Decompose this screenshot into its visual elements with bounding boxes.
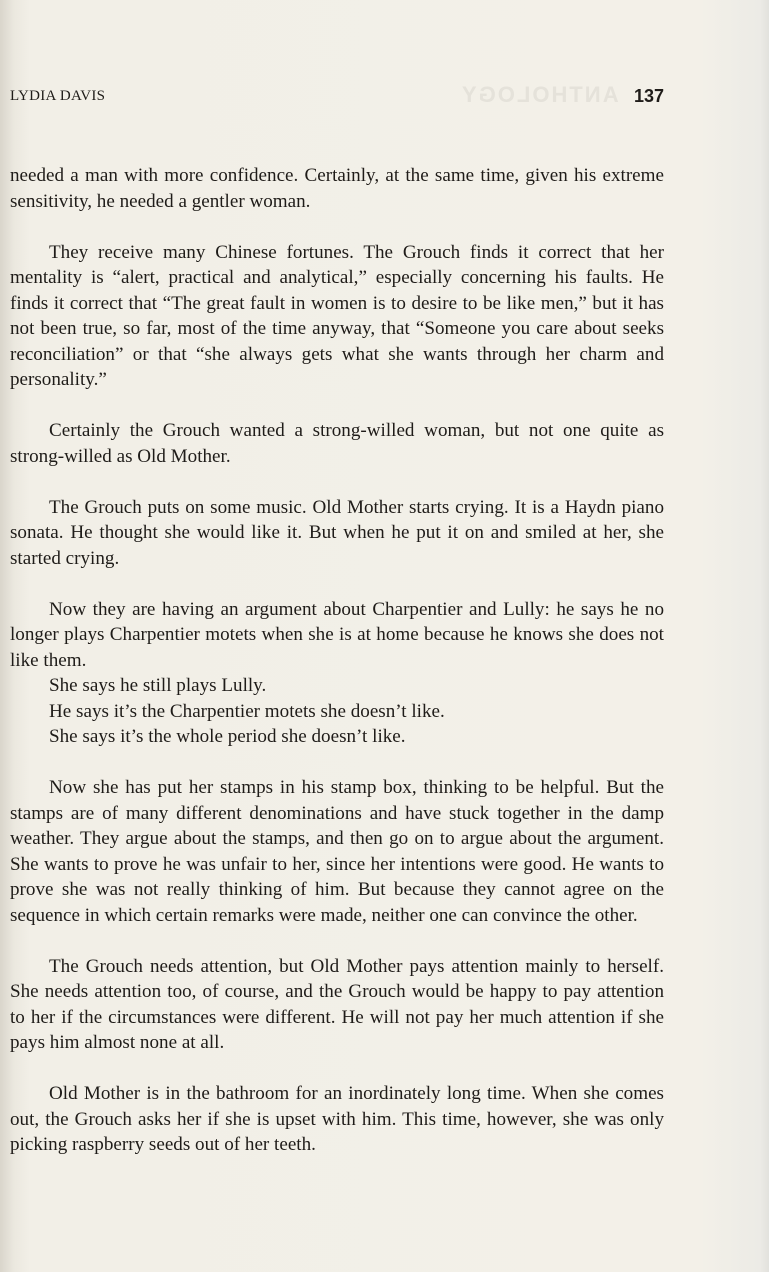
paragraph: The Grouch puts on some music. Old Mother starts crying. It is a Haydn piano sonata. He thought she would like it. But when he put it on and smiled at her, she started crying.: [10, 496, 664, 569]
body-text: [10, 163, 664, 1183]
paragraph: They receive many Chinese fortunes. The Grouch finds it correct that her mentality is “alert, practical and analytical,” especially concerning his faults. He finds it correct that “The great fault in women is to desire to be like men,” but it has not been true, so far, most of the time anyway, that “Someone you care about seeks reconciliation” or that “she always gets what she wants through her charm and personality.”: [10, 241, 664, 390]
paragraph: Now they are having an argument about Charpentier and Lully: he says he no longer plays Charpentier motets when she is at home because he knows she does not like them.: [10, 598, 664, 671]
running-head: LYDIA DAVIS: [10, 88, 106, 104]
paragraph: The Grouch needs attention, but Old Mother pays attention mainly to herself. She needs attention too, of course, and the Grouch would be happy to pay attention to her if the circumstances were different. He will not pay her much attention if she pays him almost none at all.: [10, 955, 664, 1053]
show-through-text: ANTHOLOGY: [460, 82, 619, 107]
page-number: 137: [633, 86, 664, 106]
paragraph: needed a man with more confidence. Certainly, at the same time, given his extreme sensitivity, he needed a gentler woman.: [10, 165, 664, 212]
paragraph: Certainly the Grouch wanted a strong-willed woman, but not one quite as strong-willed as Old Mother.: [10, 420, 664, 467]
page-header: [10, 88, 664, 110]
paragraph: She says it’s the whole period she doesn’t like.: [49, 726, 406, 747]
paragraph: Old Mother is in the bathroom for an inordinately long time. When she comes out, the Grouch asks her if she is upset with him. This time, however, she was only picking raspberry seeds out of her teeth.: [10, 1083, 664, 1155]
paragraph: She says he still plays Lully.: [49, 675, 267, 696]
paragraph: Now she has put her stamps in his stamp box, thinking to be helpful. But the stamps are of many different denominations and have stuck together in the damp weather. They argue about the stamps, and then go on to argue about the argument. She wants to prove he was unfair to her, since her intentions were good. He wants to prove she was not really thinking of him. But because they cannot agree on the sequence in which certain remarks were made, neither one can convince the other.: [10, 777, 664, 926]
paragraph: He says it’s the Charpentier motets she doesn’t like.: [49, 700, 445, 722]
